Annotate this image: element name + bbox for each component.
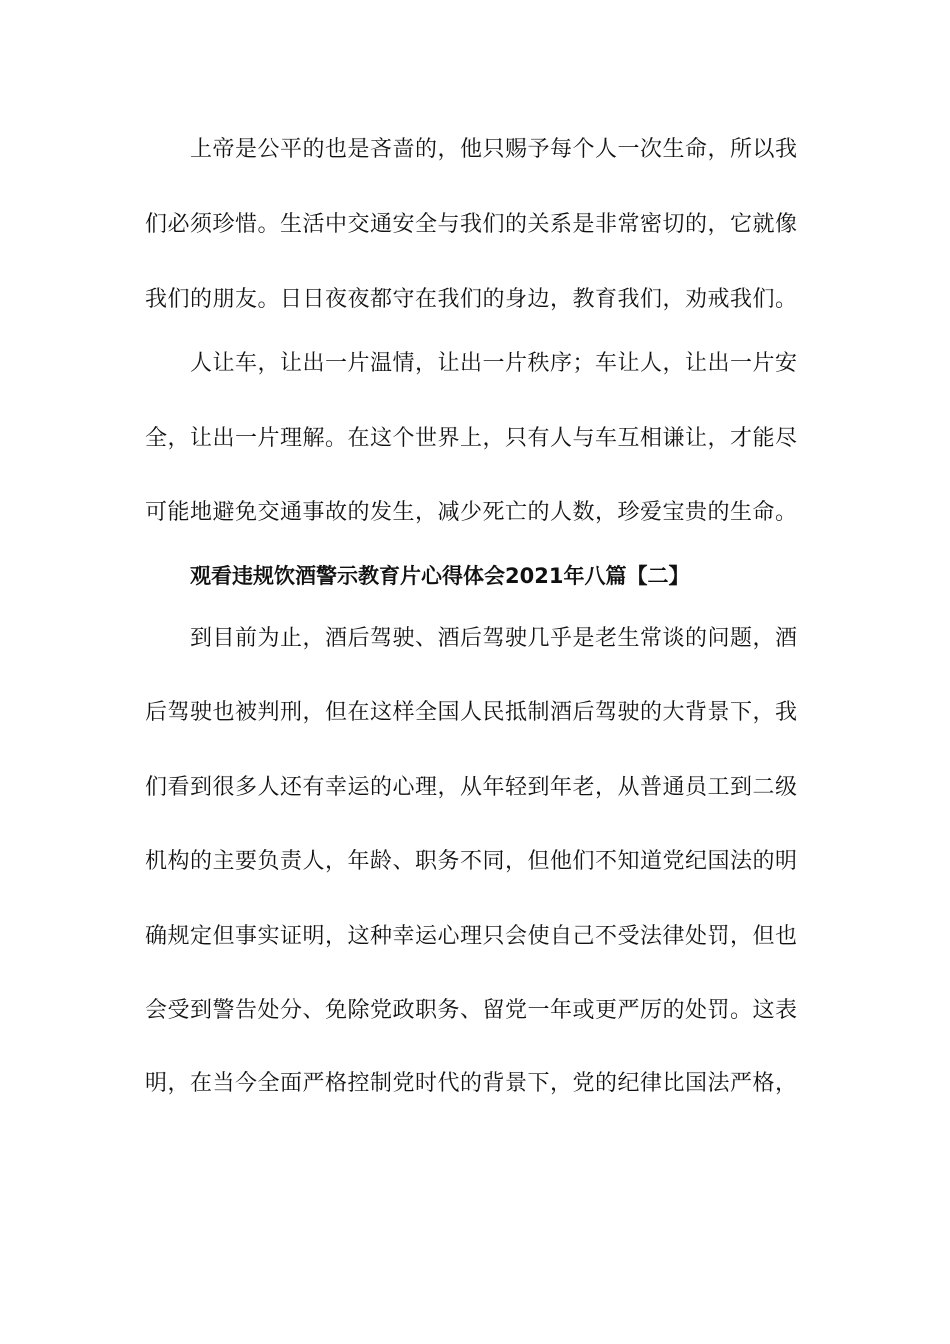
section-paragraph-line-4: 机构的主要负责人，年龄、职务不同，但他们不知道党纪国法的明 <box>145 849 798 874</box>
section-heading: 观看违规饮酒警示教育片心得体会2021年八篇【二】 <box>190 564 690 588</box>
paragraph-2-line-1: 人让车，让出一片温情，让出一片秩序；车让人，让出一片安 <box>190 351 798 376</box>
section-paragraph-line-5: 确规定但事实证明，这种幸运心理只会使自己不受法律处罚，但也 <box>145 924 798 949</box>
paragraph-2-line-2: 全，让出一片理解。在这个世界上，只有人与车互相谦让，才能尽 <box>145 426 798 451</box>
paragraph-1-line-1: 上帝是公平的也是吝啬的，他只赐予每个人一次生命，所以我 <box>190 137 798 162</box>
section-paragraph-line-3: 们看到很多人还有幸运的心理，从年轻到年老，从普通员工到二级 <box>145 775 798 800</box>
paragraph-1-line-3: 我们的朋友。日日夜夜都守在我们的身边，教育我们，劝戒我们。 <box>145 287 798 312</box>
paragraph-2-line-3: 可能地避免交通事故的发生，减少死亡的人数，珍爱宝贵的生命。 <box>145 500 798 525</box>
section-paragraph-line-1: 到目前为止，酒后驾驶、酒后驾驶几乎是老生常谈的问题，酒 <box>190 626 798 651</box>
section-paragraph-line-2: 后驾驶也被判刑，但在这样全国人民抵制酒后驾驶的大背景下，我 <box>145 700 798 725</box>
paragraph-1-line-2: 们必须珍惜。生活中交通安全与我们的关系是非常密切的，它就像 <box>145 212 798 237</box>
section-paragraph-line-6: 会受到警告处分、免除党政职务、留党一年或更严厉的处罚。这表 <box>145 998 798 1023</box>
section-paragraph-line-7: 明，在当今全面严格控制党时代的背景下，党的纪律比国法严格， <box>145 1071 798 1096</box>
